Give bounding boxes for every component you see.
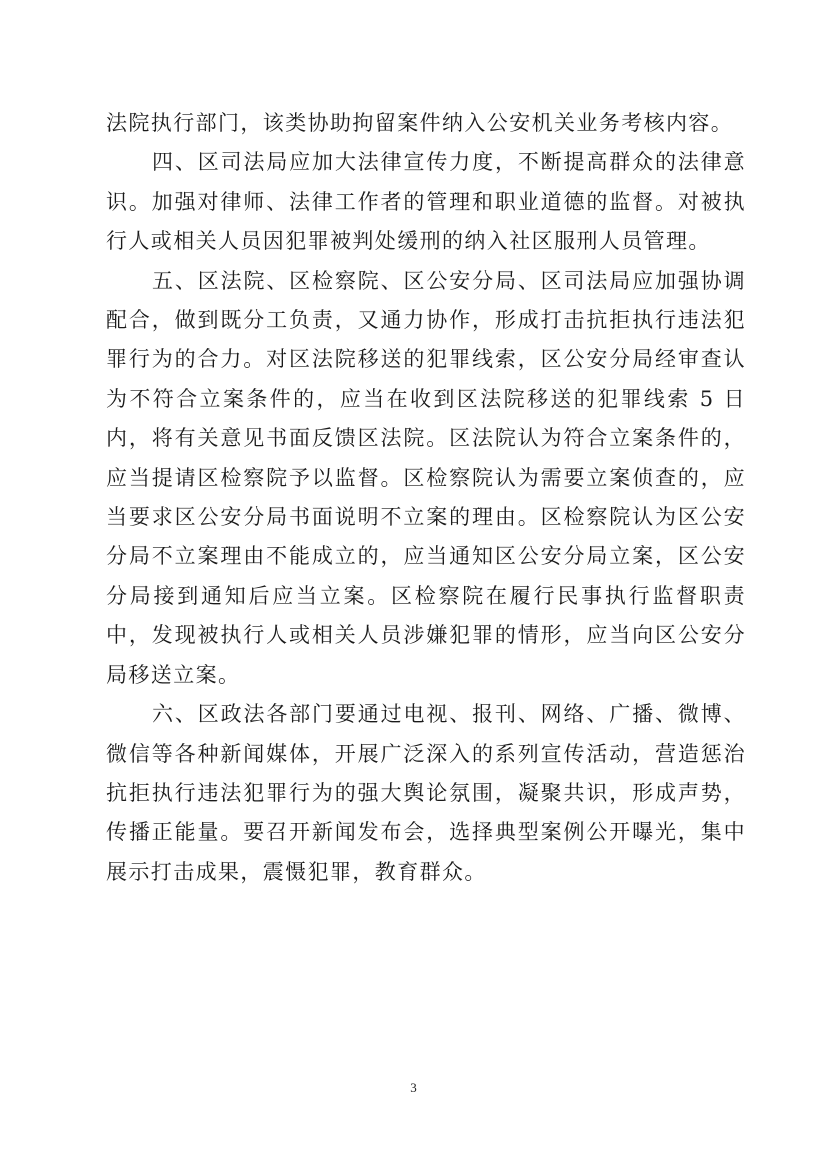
paragraph-continued: 法院执行部门，该类协助拘留案件纳入公安机关业务考核内容。 bbox=[106, 111, 734, 135]
paragraph-section-six: 六、区政法各部门要通过电视、报刊、网络、广播、微博、微信等各种新闻媒体，开展广泛深入的系列宣传活动，营造惩治抗拒执行违法犯罪行为的强大舆论氛围，凝聚共识，形成声势，传播正能量。要召开新闻发布会，选择典型案例公开曝光，集中展示打击成果，震慑犯罪，教育群众。 bbox=[106, 702, 746, 884]
page-number: 3 bbox=[410, 1080, 417, 1095]
document-body bbox=[106, 104, 746, 892]
paragraph-section-five: 五、区法院、区检察院、区公安分局、区司法局应加强协调配合，做到既分工负责，又通力协作，形成打击抗拒执行违法犯罪行为的合力。对区法院移送的犯罪线索，区公安分局经审查认为不符合立案条件的，应当在收到区法院移送的犯罪线索 5 日内，将有关意见书面反馈区法院。区法院认为符合立案条件的，应当提请区检察院予以监督。区检察院认为需要立案侦查的，应当要求区公安分局书面说明不立案的理由。区检察院认为区公安分局不立案理由不能成立的，应当通知区公安分局立案，区公安分局接到通知后应当立案。区检察院在履行民事执行监督职责中，发现被执行人或相关人员涉嫌犯罪的情形，应当向区公安分局移送立案。 bbox=[106, 268, 746, 687]
paragraph-section-four: 四、区司法局应加大法律宣传力度，不断提高群众的法律意识。加强对律师、法律工作者的管理和职业道德的监督。对被执行人或相关人员因犯罪被判处缓刑的纳入社区服刑人员管理。 bbox=[106, 150, 746, 254]
